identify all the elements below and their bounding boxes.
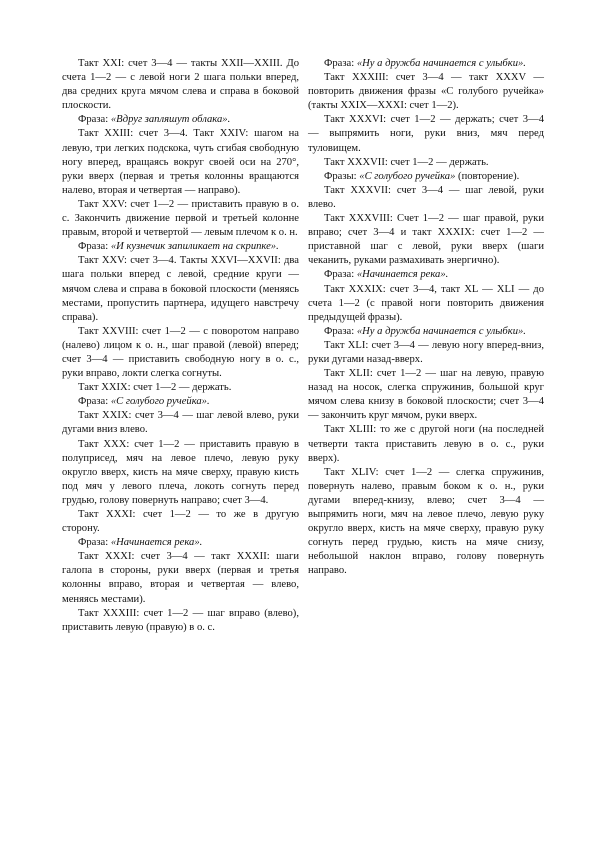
paragraph: Такт XXVIII: счет 1—2 — с поворотом направо (налево) лицом к о. н., шаг правой (левой) вперед; счет 3—4 — приставить свободную ногу в о. с., руки вправо, локти слегка согнуты. xyxy=(62,325,299,380)
phrase-paragraph: Фраза: «С голубого ручейка». xyxy=(78,396,210,408)
phrase-paragraph: Фраза: «Начинается река». xyxy=(78,537,203,549)
paragraph: Такт XLI: счет 3—4 — левую ногу вперед-вниз, руки дугами назад-вверх. xyxy=(308,339,544,365)
phrase-paragraph: Фраза: «И кузнечик запиликает на скрипке». xyxy=(78,241,279,253)
paragraph: Такт XLIII: то же с другой ноги (на последней четверти такта приставить левую в о. с., руки вверх). xyxy=(308,424,544,464)
paragraph: Такт XXIII: счет 3—4. Такт XXIV: шагом на левую, три легких подскока, чуть сгибая свободную ногу вперед, вращаясь вокруг своей оси на 270°, руки вверх (первая и третья колонны вращаются налево, вторая и четвертая — направо). xyxy=(62,128,299,196)
phrase-paragraph: Фраза: «Вдруг запляшут облака». xyxy=(78,114,231,126)
paragraph: Такт XXXI: счет 3—4 — такт XXXII: шаги галопа в стороны, руки вверх (первая и третья колонны вправо, вторая и четвертая — влево, меняясь местами). xyxy=(62,551,299,605)
paragraph: Такт XXXIII: счет 1—2 — шаг вправо (влево), приставить левую (правую) в о. с. xyxy=(62,607,299,633)
paragraph: Такт XLII: счет 1—2 — шаг на левую, правую назад на носок, слегка спружинив, большой круг мячом слева книзу в боковой плоскости; счет 3—4 — закончить круг мячом, руки вверх. xyxy=(308,368,544,422)
phrase-paragraph: Фраза: «Ну а дружба начинается с улыбки». xyxy=(324,325,526,337)
paragraph: Такт XXXVII: счет 1—2 — держать. xyxy=(324,156,489,168)
paragraph: Такт XXXVII: счет 3—4 — шаг левой, руки влево. xyxy=(308,184,544,210)
paragraph: Такт XXX: счет 1—2 — приставить правую в полуприсед, мяч на левое плечо, левую руку округло вверх, кисть на мяче сверху, правую кисть под мяч у левого плеча, локоть согнуть перед грудью, голову повернуть направо; счет 3—4. xyxy=(62,438,299,506)
paragraph: Такт XXIX: счет 1—2 — держать. xyxy=(78,382,232,394)
paragraph: Такт XLIV: счет 1—2 — слегка спружинив, повернуть налево, правым боком к о. н., руки дугами вперед-книзу, влево; счет 3—4 — выпрямить ноги, мяч на левое плечо, левую руку округло вверх, кисть на мяче сверху, правую руку согнуть перед грудью, кисть на мяче снизу, небольшой наклон вправо, голову повернуть направо. xyxy=(308,466,544,577)
paragraph: Такт XXI: счет 3—4 — такты XXII—XXIII. До счета 1—2 — с левой ноги 2 шага польки вперед, два средних круга мячом слева и справа в боковой плоскости. xyxy=(62,58,299,112)
phrase-paragraph: Фраза: «Ну а дружба начинается с улыбки». xyxy=(324,58,526,69)
paragraph: Такт XXV: счет 1—2 — приставить правую в о. с. Закончить движение первой и третьей колонне правым, второй и четвертой — левым плечом к о. н. xyxy=(62,198,299,239)
paragraph: Такт XXXVIII: Счет 1—2 — шаг правой, руки вправо; счет 3—4 и такт XXXIX: счет 1—2 — приставной шаг с левой, руки вверх (шаги чеканить, руками размахивать энергично). xyxy=(308,213,544,267)
paragraph: Такт XXXIX: счет 3—4, такт XL — XLI — до счета 1—2 (с правой ноги повторить движения предыдущей фразы). xyxy=(308,283,544,323)
left-column xyxy=(62,57,299,635)
paragraph: Такт XXIX: счет 3—4 — шаг левой влево, руки дугами вниз влево. xyxy=(62,410,299,436)
paragraph: Такт XXV: счет 3—4. Такты XXVI—XXVII: два шага польки вперед с левой, средние круги — мячом слева и справа в боковой плоскости (меняясь местами, пропустить партнера, идущего навстречу справа). xyxy=(62,255,299,323)
paragraph: Такт XXXI: счет 1—2 — то же в другую сторону. xyxy=(62,509,299,535)
right-column xyxy=(308,57,544,578)
paragraph: Такт XXXVI: счет 1—2 — держать; счет 3—4 — выпрямить ноги, руки вниз, мяч перед туловищем. xyxy=(308,114,544,154)
paragraph: Такт XXXIII: счет 3—4 — такт XXXV — повторить движения фразы «С голубого ручейка» (такты XXIX—XXXI: счет 1—2). xyxy=(308,72,544,112)
phrase-paragraph: Фраза: «Начинается река». xyxy=(324,269,449,281)
phrase-paragraph: Фразы: «С голубого ручейка» (повторение). xyxy=(324,170,520,182)
